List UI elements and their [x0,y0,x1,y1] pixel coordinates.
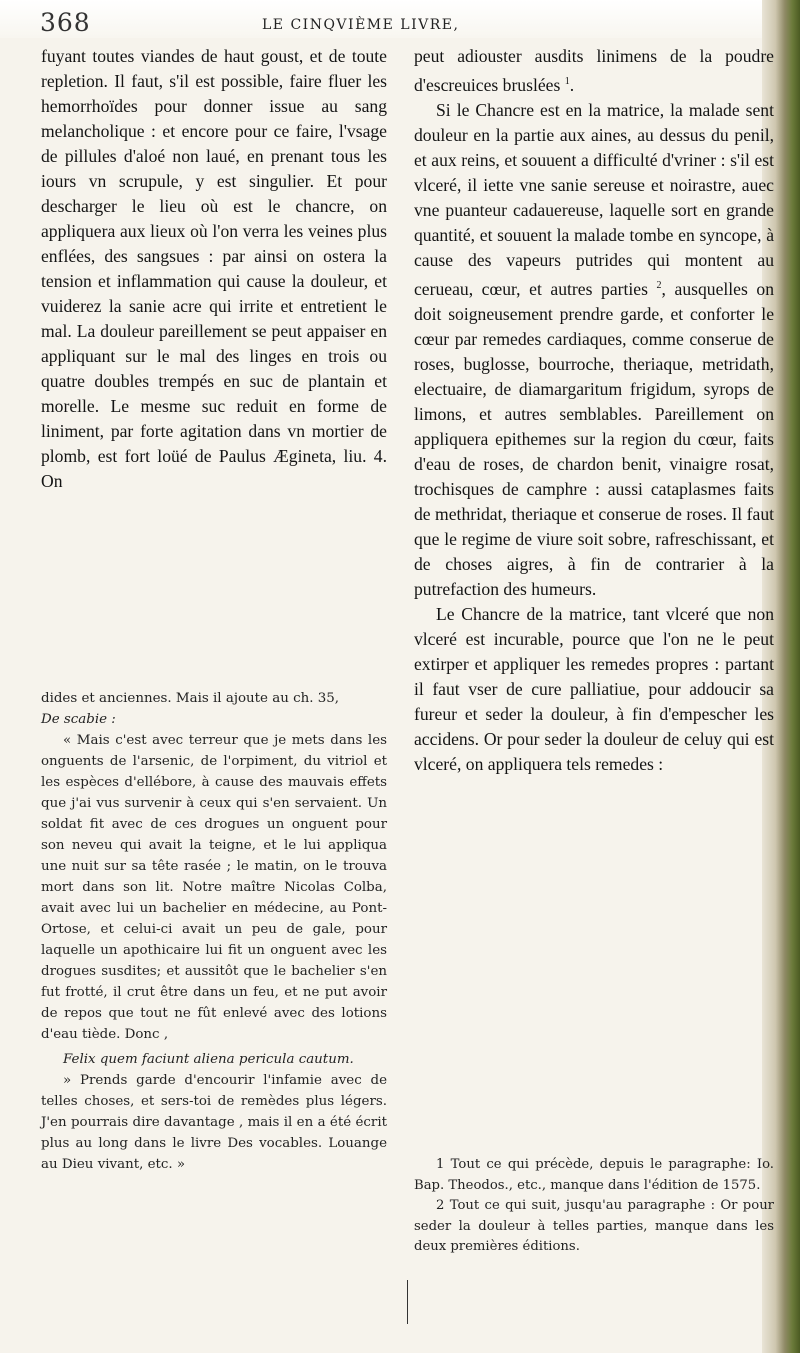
right-p1-end: . [569,74,575,95]
note-paragraph-2: « Mais c'est avec terreur que je mets dans les onguents de l'arsenic, de l'orpiment, du vitriol et les espèces d'ellébore, à cause des mauvais effets que j'ai vus survenir à ceux qui s'en servaient. Un soldat fit avec de ces drogues un onguent pour son neveu qui avait la teigne, et le lui appliqua une nuit sur sa tête rasée ; le matin, on le trouva mort dans son lit. Notre maître Nicolas Colba, avait avec lui un bachelier en médecine, au Pont-Ortose, et celui-ci avait un peu de gale, pour laquelle un apothicaire lui fit un onguent avec les drogues susdites; et aussitôt que le bachelier s'en fut frotté, il crut être dans un feu, et ne put avoir de repos que tout ne fût enlevé avec des lotions d'eau tiède. Donc , [41,733,387,1042]
footnote-marker-2: 2 [656,279,662,291]
footnote-1: 1 Tout ce qui précède, depuis le paragraphe: Io. Bap. Theodos., etc., manque dans l'édition de 1575. [414,1157,774,1193]
right-p1-text: peut adiouster ausdits linimens de la poudre d'escreuices bruslées [414,46,774,95]
note-paragraph-4: » Prends garde d'encourir l'infamie avec de telles choses, et sers-toi de remèdes plus légers. J'en pourrais dire davantage , mais il en a été écrit plus au long dans le livre Des vocables. Louange au Dieu vivant, etc. » [41,1073,387,1172]
right-paragraph-2 [414,98,774,602]
right-paragraph-1 [414,44,774,98]
footnotes [414,1155,774,1258]
note-paragraph-3-latin: Felix quem faciunt aliena pericula cautum. [63,1052,354,1067]
footnote-bracket-rule [407,1280,408,1324]
right-p2-text: Si le Chancre est en la matrice, la malade sent douleur en la partie aux aines, au dessus du penil, et aux reins, et souuent a difficulté d'vriner : s'il est vlceré, il iette vne sanie sereuse et noirastre, auec vne puanteur cadauereuse, laquelle sort en grande quantité, et souuent la malade tombe en syncope, à cause des vapeurs putrides qui montent au cerueau, cœur, et autres parties [414,99,774,299]
page-number: 368 [40,8,91,37]
footnote-2: 2 Tout ce qui suit, jusqu'au paragraphe : Or pour seder la douleur à telles parties, manque dans les deux premières éditions. [414,1198,774,1255]
footnote-marker-1: 1 [564,76,570,87]
right-column-main-text [414,44,774,777]
note-p1-text: dides et anciennes. Mais il ajoute au ch. 35, [41,691,340,706]
note-paragraph-1 [41,688,387,730]
left-column-main-text [41,44,387,494]
right-paragraph-3: Le Chancre de la matrice, tant vlceré que non vlceré est incurable, pource que l'on ne le peut extirper et appliquer les remedes propres : partant il faut vser de cure palliatiue, pour addoucir sa fureur et seder la douleur, à fin d'empescher les accidens. Or pour seder la douleur de celuy qui est vlceré, on appliquera tels remedes : [414,603,774,774]
right-p2-end: , ausquelles on doit soigneusement prendre garde, et conforter le cœur par remedes cardiaques, comme conserue de roses, buglosse, bourroche, theriaque, metridath, electuaire, de diamargaritum frigidum, syrops de limons, et autres semblables. Pareillement on appliquera epithemes sur la region du cœur, faits d'eau de roses, de chardon benit, vinaigre rosat, trochisques de camphre : aussi cataplasmes faits de methridat, theriaque et conserue de roses. Il faut que le regime de viure soit sobre, rafreschissant, et de choses aigres, à fin de contrarier à la putrefaction des humeurs. [414,278,774,599]
left-column-notes [41,688,387,1175]
left-main-paragraph: fuyant toutes viandes de haut goust, et de toute repletion. Il faut, s'il est possible, faire fluer les hemorrhoïdes pour donner issue au sang melancholique : et encore pour ce faire, l'vsage de pillules d'aloé non laué, en prenant tous les iours vn scrupule, y est singulier. Et pour descharger le lieu où est le chancre, on appliquera aux lieux où l'on verra les veines plus enflées, des sangsues : par ainsi on ostera la tension et inflammation qui cause la douleur, et vuiderez la sanie acre qui irrite et entretient le mal. La douleur pareillement se peut appaiser en appliquant sur le mal des linges en trois ou quatre doubles trempés en suc de plantain et morelle. Le mesme suc reduit en forme de liniment, par forte agitation dans vn mortier de plomb, est fort loüé de Paulus Æginetа, liu. 4. On [41,46,387,491]
running-head: LE CINQVIÈME LIVRE, [262,17,460,33]
note-p1-italic: De scabie : [41,712,116,727]
